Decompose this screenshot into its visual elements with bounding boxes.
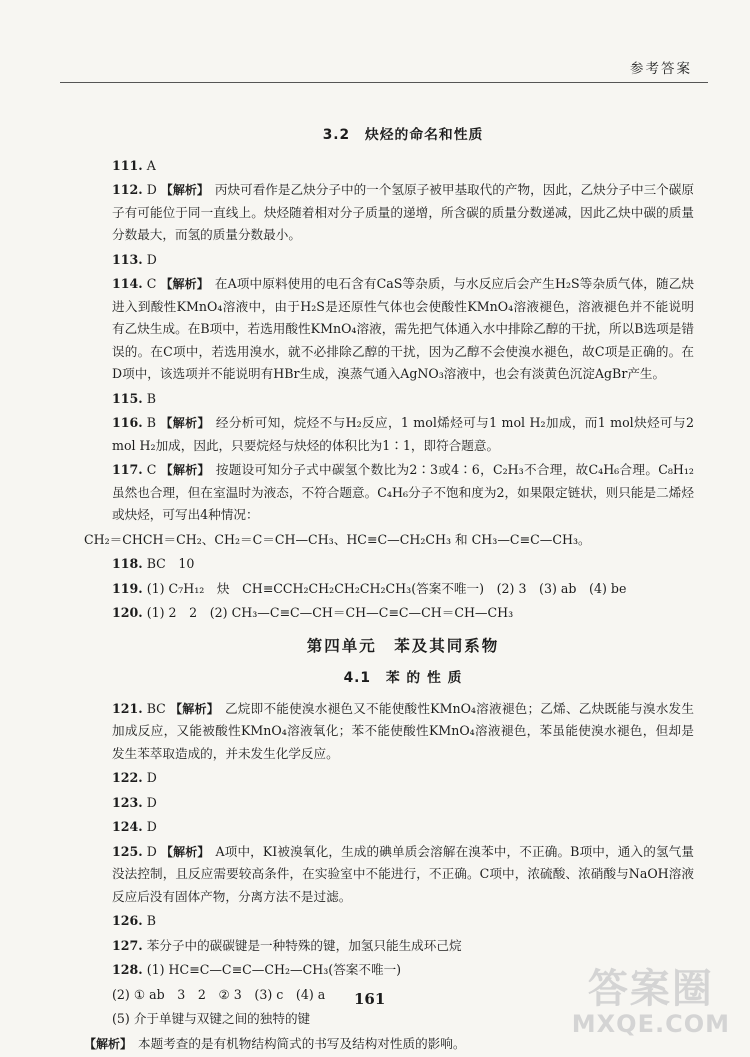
answer-item [112,459,694,527]
question-number: 112. [112,182,143,197]
answer-value: (1) C₇H₁₂ 炔 CH≡CCH₂CH₂CH₂CH₂CH₃(答案不唯一) (2) 3 (3) ab (4) be [146,580,627,596]
watermark-logo: 答案圈 [587,966,714,1012]
section-heading: 4.1 苯 的 性 质 [343,670,463,686]
question-number: 126. [112,913,143,928]
answer-item [112,910,694,933]
answer-value: A [146,157,156,173]
analysis-text: 本题考查的是有机物结构简式的书写及结构对性质的影响。 [138,1035,466,1051]
question-number: 122. [112,770,143,785]
question-number: 116. [112,415,143,430]
analysis-text: A项中，KI被溴氧化，生成的碘单质会溶解在溴苯中，不正确。B项中，通入的氢气量没法控制，且反应需要较高条件，在实验室中不能进行，不正确。C项中，浓硫酸、浓硝酸与NaOH溶液反应后没有固体产物，分离方法不是过滤。 [112,843,694,904]
answer-value: D [146,819,157,834]
answer-item [112,792,694,815]
answer-subline: (5) 介于单键与双键之间的独特的键 [112,1011,311,1026]
answer-value: B [146,390,156,406]
question-number: 125. [112,843,143,859]
answer-item [112,578,694,601]
analysis-tag: 【解析】 [159,416,210,430]
analysis-tag: 【解析】 [84,1036,133,1051]
answer-value: 苯分子中的碳碳键是一种特殊的键，加氢只能生成环己烷 [146,937,462,953]
answer-item [112,698,694,766]
question-number: 114. [112,276,143,291]
analysis-tag: 【解析】 [160,277,209,291]
question-number: 115. [112,390,143,406]
answer-value: (1) 2 2 (2) CH₃—C≡C—CH＝CH—C≡C—CH＝CH—CH₃ [146,605,514,620]
formula-line: CH₂＝CHCH＝CH₂、CH₂＝C＝CH—CH₃、HC≡C—CH₂CH₃ 和 CH₃—C≡C—CH₃。 [84,531,591,547]
answer-value: C [146,276,157,291]
watermark-url: MXQE.COM [571,1010,730,1038]
answer-content [84,122,694,1057]
answer-item [112,249,694,272]
analysis-text: 乙烷即不能使溴水褪色又不能使酸性KMnO₄溶液褪色；乙烯、乙炔既能与溴水发生加成反应，又能被酸性KMnO₄溶液氧化；苯不能使酸性KMnO₄溶液褪色，苯虽能使溴水褪色，但却是发生苯萃取造成的，并未发生化学反应。 [112,700,694,761]
analysis-tag: 【解析】 [169,701,219,716]
answer-value: BC [146,700,166,716]
analysis-text: 丙炔可看作是乙炔分子中的一个氢原子被甲基取代的产物，因此，乙炔分子中三个碳原子有可能位于同一直线上。炔烃随着相对分子质量的递增，所含碳的质量分数递减，因此乙炔中碳的质量分数最大，而氢的质量分数最小。 [112,182,694,242]
analysis-text: 在A项中原料使用的电石含有CaS等杂质，与水反应后会产生H₂S等杂质气体，随乙炔进入到酸性KMnO₄溶液中，由于H₂S是还原性气体也会使酸性KMnO₄溶液褪色，溶液褪色并不能说明有乙炔生成。在B项中，若选用酸性KMnO₄溶液，需先把气体通入水中排除乙醇的干扰，所以B选项是错误的。在C项中，若选用溴水，就不必排除乙醇的干扰，因为乙醇不会使溴水褪色，故C项是正确的。在D项中，该选项并不能说明有HBr生成，溴蒸气通入AgNO₃溶液中，也会有淡黄色沉淀AgBr产生。 [112,276,694,381]
answer-value: D [146,770,157,785]
analysis-tag: 【解析】 [160,844,210,859]
answer-item [112,553,694,576]
answer-value: D [146,182,157,197]
answer-subline: (2) ① ab 3 2 ② 3 (3) c (4) a [112,986,326,1002]
analysis-tag: 【解析】 [160,463,210,477]
question-number: 121. [112,700,143,716]
question-number: 119. [112,580,143,596]
page-number: 161 [354,990,386,1008]
header-divider [60,82,708,83]
question-number: 124. [112,819,143,834]
answer-value: BC 10 [146,556,195,571]
answer-item [112,388,694,411]
question-number: 117. [112,462,143,477]
answer-item [112,816,694,839]
answer-item [112,602,694,625]
question-number: 113. [112,251,143,267]
answer-value: D [146,794,157,810]
answer-item [112,273,694,386]
analysis-tag: 【解析】 [160,183,209,197]
analysis-text: 经分析可知，烷烃不与H₂反应，1 mol烯烃可与1 mol H₂加成，而1 mol炔烃可与2 mol H₂加成，因此，只要烷烃与炔烃的体积比为1∶1，即符合题意。 [112,415,694,453]
answer-value: D [146,843,157,859]
answer-item [112,767,694,790]
answer-value: B [146,415,156,430]
question-number: 127. [112,937,143,953]
question-number: 128. [112,962,143,977]
answer-value: B [146,913,156,928]
answer-item [112,412,694,457]
answer-item [112,935,694,958]
watermark [572,967,730,1037]
header-label: 参考答案 [630,61,692,77]
unit-heading: 第四单元 苯及其同系物 [306,636,500,655]
analysis-text: 按题设可知分子式中碳氢个数比为2∶3或4∶6，C₂H₃不合理，故C₄H₆合理。C₈H₁₂虽然也合理，但在室温时为液态，不符合题意。C₄H₆分子不饱和度为2，如果限定链状，则只能是二烯烃或炔烃，可写出4种情况： [112,462,694,522]
answer-item [112,155,694,178]
question-number: 123. [112,794,143,810]
answer-item [112,841,694,909]
section-heading: 3.2 炔烃的命名和性质 [322,127,484,143]
question-number: 111. [112,157,143,173]
answer-value: C [146,462,157,477]
answer-value: D [146,251,157,267]
question-number: 118. [112,556,143,571]
answer-value: (1) HC≡C—C≡C—CH₂—CH₃(答案不唯一) [146,962,402,977]
answer-item [112,179,694,247]
question-number: 120. [112,605,143,620]
